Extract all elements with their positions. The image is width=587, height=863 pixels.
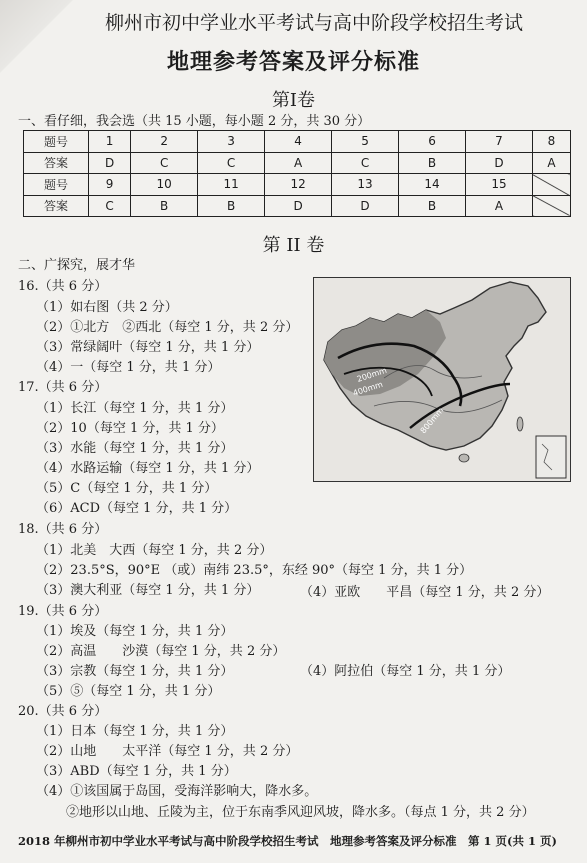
- answer-table: [23, 130, 571, 217]
- table-cell: 9: [89, 174, 131, 196]
- page-footer: 2018 年柳州市初中学业水平考试与高中阶段学校招生考试 地理参考答案及评分标准 第 1 页(共 1 页): [18, 834, 557, 848]
- answer-line: （2）①北方 ②西北（每空 1 分，共 2 分）: [36, 320, 299, 335]
- answer-line: （3）ABD（每空 1 分，共 1 分）: [36, 764, 237, 779]
- table-row: [24, 174, 571, 196]
- answer-line: （1）北美 大西（每空 1 分，共 2 分）: [36, 543, 273, 558]
- answer-line: （3）水能（每空 1 分，共 1 分）: [36, 441, 234, 456]
- table-cell: D: [332, 195, 399, 217]
- answer-line: （5）C（每空 1 分，共 1 分）: [36, 481, 218, 496]
- answer-line: （2）23.5°S，90°E （或）南纬 23.5°，东经 90°（每空 1 分，共 1 分）: [36, 563, 473, 578]
- exam-header: 柳州市初中学业水平考试与高中阶段学校招生考试: [105, 12, 524, 34]
- table-cell: D: [466, 152, 533, 174]
- answer-line: （3）澳大利亚（每空 1 分，共 1 分）: [36, 583, 260, 598]
- table-cell: 10: [131, 174, 198, 196]
- isoline-label-400: 400mm: [351, 379, 384, 398]
- answer-line: （4）水路运输（每空 1 分，共 1 分）: [36, 461, 260, 476]
- table-row: [24, 152, 571, 174]
- table-cell: 1: [89, 131, 131, 153]
- table-row: [24, 131, 571, 153]
- table-cell: C: [89, 195, 131, 217]
- answer-line: （1）日本（每空 1 分，共 1 分）: [36, 724, 234, 739]
- answer-line: （4）①该国属于岛国，受海洋影响大，降水多。: [36, 784, 318, 799]
- south-china-sea-inset: [536, 436, 566, 478]
- table-cell: 2: [131, 131, 198, 153]
- taiwan-island: [517, 417, 523, 431]
- table-cell: 答案: [24, 152, 89, 174]
- answer-line: （6）ACD（每空 1 分，共 1 分）: [36, 501, 238, 516]
- answer-line-19-4: （4）阿拉伯（每空 1 分，共 1 分）: [300, 664, 511, 679]
- answer-line: （2）10（每空 1 分，共 1 分）: [36, 421, 224, 436]
- answer-line-18-4: （4）亚欧 平昌（每空 1 分，共 2 分）: [300, 585, 550, 600]
- table-cell: D: [89, 152, 131, 174]
- isoline-label-800: 800mm: [418, 405, 446, 436]
- isoline-label-200: 200mm: [355, 365, 388, 384]
- table-cell: A: [466, 195, 533, 217]
- section-1-heading: 一、看仔细，我会选（共 15 小题，每小题 2 分，共 30 分）: [18, 114, 371, 129]
- volume-2-heading: 第 II 卷: [262, 235, 325, 256]
- china-precipitation-map: [313, 277, 571, 482]
- table-cell: 11: [198, 174, 265, 196]
- empty-slashed-cell: [532, 174, 570, 196]
- table-cell: A: [532, 152, 570, 174]
- answer-line: （3）常绿阔叶（每空 1 分，共 1 分）: [36, 340, 260, 355]
- table-row: [24, 195, 571, 217]
- table-cell: 13: [332, 174, 399, 196]
- table-cell: 题号: [24, 174, 89, 196]
- table-cell: 15: [466, 174, 533, 196]
- section-2-heading: 二、广探究，展才华: [18, 258, 136, 273]
- question-19-heading: 19.（共 6 分）: [18, 604, 108, 619]
- empty-slashed-cell: [532, 195, 570, 217]
- table-cell: 4: [265, 131, 332, 153]
- volume-1-heading: 第Ⅰ卷: [271, 90, 316, 111]
- table-cell: C: [131, 152, 198, 174]
- table-cell: 12: [265, 174, 332, 196]
- question-18-heading: 18.（共 6 分）: [18, 522, 108, 537]
- page-title: 地理参考答案及评分标准: [166, 49, 420, 75]
- table-cell: B: [399, 152, 466, 174]
- table-cell: D: [265, 195, 332, 217]
- table-cell: C: [198, 152, 265, 174]
- answer-line: （2）山地 太平洋（每空 1 分，共 2 分）: [36, 744, 299, 759]
- question-16-heading: 16.（共 6 分）: [18, 279, 108, 294]
- table-cell: A: [265, 152, 332, 174]
- table-cell: B: [131, 195, 198, 217]
- question-20-heading: 20.（共 6 分）: [18, 704, 108, 719]
- table-cell: 7: [466, 131, 533, 153]
- answer-line: （1）长江（每空 1 分，共 1 分）: [36, 401, 234, 416]
- answer-line: （3）宗教（每空 1 分，共 1 分）: [36, 664, 234, 679]
- table-cell: B: [399, 195, 466, 217]
- table-cell: 14: [399, 174, 466, 196]
- question-17-heading: 17.（共 6 分）: [18, 380, 108, 395]
- answer-line: （1）如右图（共 2 分）: [36, 300, 178, 315]
- table-cell: C: [332, 152, 399, 174]
- table-cell: 3: [198, 131, 265, 153]
- table-cell: 5: [332, 131, 399, 153]
- hainan-island: [459, 454, 469, 462]
- map-drawing: [314, 278, 570, 481]
- answer-line: （4）一（每空 1 分，共 1 分）: [36, 360, 221, 375]
- table-cell: 8: [532, 131, 570, 153]
- answer-line: （1）埃及（每空 1 分，共 1 分）: [36, 624, 234, 639]
- table-cell: 6: [399, 131, 466, 153]
- answer-line: （5）⑤（每空 1 分，共 1 分）: [36, 684, 221, 699]
- answer-line: ②地形以山地、丘陵为主，位于东南季风迎风坡，降水多。（每点 1 分，共 2 分）: [66, 805, 535, 820]
- answer-line: （2）高温 沙漠（每空 1 分，共 2 分）: [36, 644, 286, 659]
- table-cell: B: [198, 195, 265, 217]
- table-cell: 答案: [24, 195, 89, 217]
- table-cell: 题号: [24, 131, 89, 153]
